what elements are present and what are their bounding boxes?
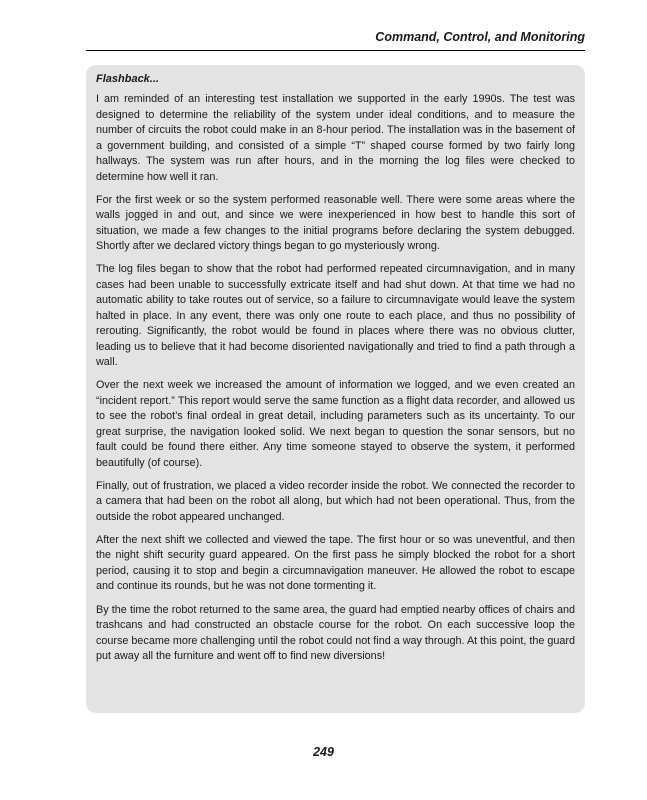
sidebar-paragraph: I am reminded of an interesting test installation we supported in the early 1990s. The test was designed to determine the reliability of the system under ideal conditions, and to measure the number of circuits the robot could make in an 8-hour period. The installation was in the basement of a government building, and consisted of a simple “T” shaped course formed by two fairly long hallways. The system was run after hours, and in the morning the log files were checked to determine how well it ran. — [96, 93, 575, 183]
sidebar-title: Flashback... — [96, 73, 159, 85]
sidebar-paragraph: Over the next week we increased the amount of information we logged, and we even created an “incident report.” This report would serve the same function as a flight data recorder, and allowed us to see the robot’s final ordeal in great detail, including parameters such as its uncertainty. To our great surprise, the navigation looked solid. We next began to question the sonar sensors, but no fault could be found there either. Any time someone stayed to observe the system, it performed beautifully (of course). — [96, 379, 575, 469]
sidebar-paragraph: By the time the robot returned to the same area, the guard had emptied nearby offices of chairs and trashcans and had constructed an obstacle course for the robot. On each successive loop the course became more challenging until the robot could not find a way through. At this point, the guard put away all the furniture and went off to find new diversions! — [96, 603, 575, 663]
flashback-sidebar — [86, 65, 585, 713]
header-rule — [86, 50, 585, 51]
page-number: 249 — [313, 745, 334, 759]
sidebar-paragraph: After the next shift we collected and viewed the tape. The first hour or so was uneventful, and then the night shift security guard appeared. On the first pass he simply blocked the robot for a short period, causing it to stop and begin a circumnavigation maneuver. He allowed the robot to escape and continue its rounds, but he was not done tormenting it. — [96, 533, 575, 593]
sidebar-paragraph: Finally, out of frustration, we placed a video recorder inside the robot. We connected the recorder to a camera that had been on the robot all along, but which had not been operational. Thus, from the outside the robot appeared unchanged. — [96, 479, 575, 523]
running-head: Command, Control, and Monitoring — [375, 30, 585, 44]
sidebar-paragraph: The log files began to show that the robot had performed repeated circumnavigation, and in many cases had been unable to successfully extricate itself and had shut down. At that time we had no automatic ability to take routes out of service, so a failure to circumnavigate would leave the system halted in place. In any event, there was only one route to each place, and thus no possibility of rerouting. Significantly, the robot would be found in places where there was no obvious clutter, leading us to believe that it had become disoriented navigationally and tried to find a path through a wall. — [96, 263, 575, 369]
sidebar-paragraph: For the first week or so the system performed reasonable well. There were some areas where the walls jogged in and out, and since we were inexperienced in how best to handle this sort of situation, we made a few changes to the initial programs before declaring the system debugged. Shortly after we declared victory things began to go mysteriously wrong. — [96, 193, 575, 253]
